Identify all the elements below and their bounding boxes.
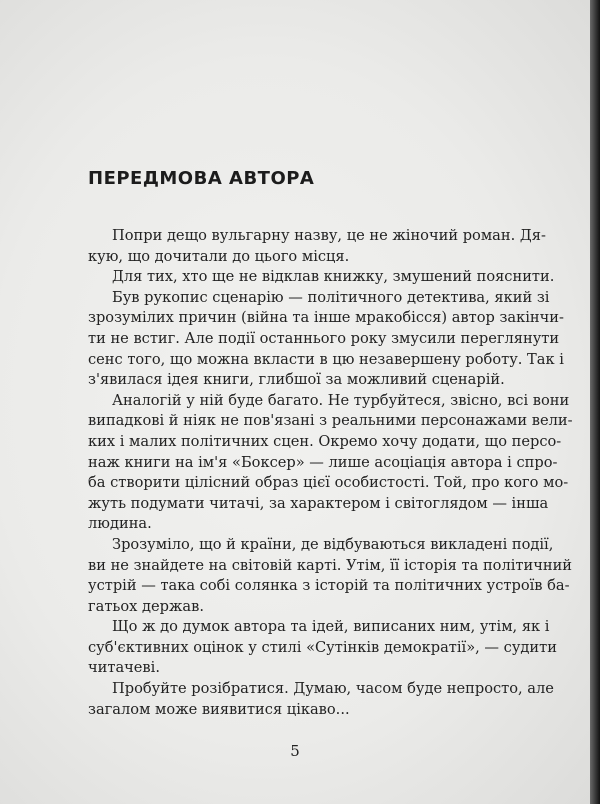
text-line: гатьох держав. (88, 597, 204, 615)
body-text (88, 226, 573, 720)
text-line: ба створити цілісний образ цієї особистості. Той, про кого мо- (88, 474, 569, 492)
paragraph (88, 226, 545, 267)
page-number: 5 (290, 742, 300, 760)
text-line: устрій — така собі солянка з історій та політичних устроїв ба- (88, 577, 570, 595)
paragraph (88, 535, 573, 617)
text-line: ти не встиг. Але події останнього року змусили переглянути (88, 329, 560, 347)
text-line: з'явилася ідея книги, глибшої за можливий сценарій. (88, 371, 505, 389)
text-line: ви не знайдете на світовій карті. Утім, її історія та політичний (88, 556, 573, 574)
text-line: Був рукопис сценарію — політичного детектива, який зі (112, 288, 550, 306)
text-line: Зрозуміло, що й країни, де відбуваються викладені події, (112, 535, 554, 553)
text-line: зрозумілих причин (війна та інше мракобісся) автор закінчи- (88, 309, 564, 327)
text-line: Для тих, хто ще не відклав книжку, змушений пояснити. (112, 268, 555, 286)
text-line: загалом може виявитися цікаво... (88, 700, 350, 718)
text-line: випадкові й ніяк не пов'язані з реальними персонажами вели- (88, 412, 573, 430)
text-line: кую, що дочитали до цього місця. (88, 247, 350, 265)
text-line: жуть подумати читачі, за характером і світоглядом — інша (88, 494, 549, 512)
paragraph (88, 288, 564, 391)
text-line: Попри дещо вульгарну назву, це не жіночий роман. Дя- (112, 227, 546, 244)
paragraph (88, 391, 573, 535)
text-line: сенс того, що можна вкласти в цю незавершену роботу. Так і (88, 350, 564, 368)
text-line: ких і малих політичних сцен. Окремо хочу додати, що персо- (88, 432, 562, 450)
text-line: Пробуйте розібратися. Думаю, часом буде непросто, але (112, 680, 554, 698)
paragraph (88, 679, 554, 720)
chapter-title: ПЕРЕДМОВА АВТОРА (88, 168, 315, 189)
text-line: людина. (88, 515, 152, 533)
page-edge-shadow (590, 0, 600, 804)
text-line: читачеві. (88, 659, 160, 677)
text-line: наж книги на ім'я «Боксер» — лише асоціація автора і спро- (88, 453, 558, 471)
paragraph (88, 617, 557, 679)
text-line: Аналогій у ній буде багато. Не турбуйтеся, звісно, всі вони (112, 391, 570, 409)
text-line: Що ж до думок автора та ідей, виписаних ним, утім, як і (112, 618, 550, 636)
text-line: суб'єктивних оцінок у стилі «Сутінків демократії», — судити (88, 638, 557, 656)
paragraph (88, 267, 555, 288)
